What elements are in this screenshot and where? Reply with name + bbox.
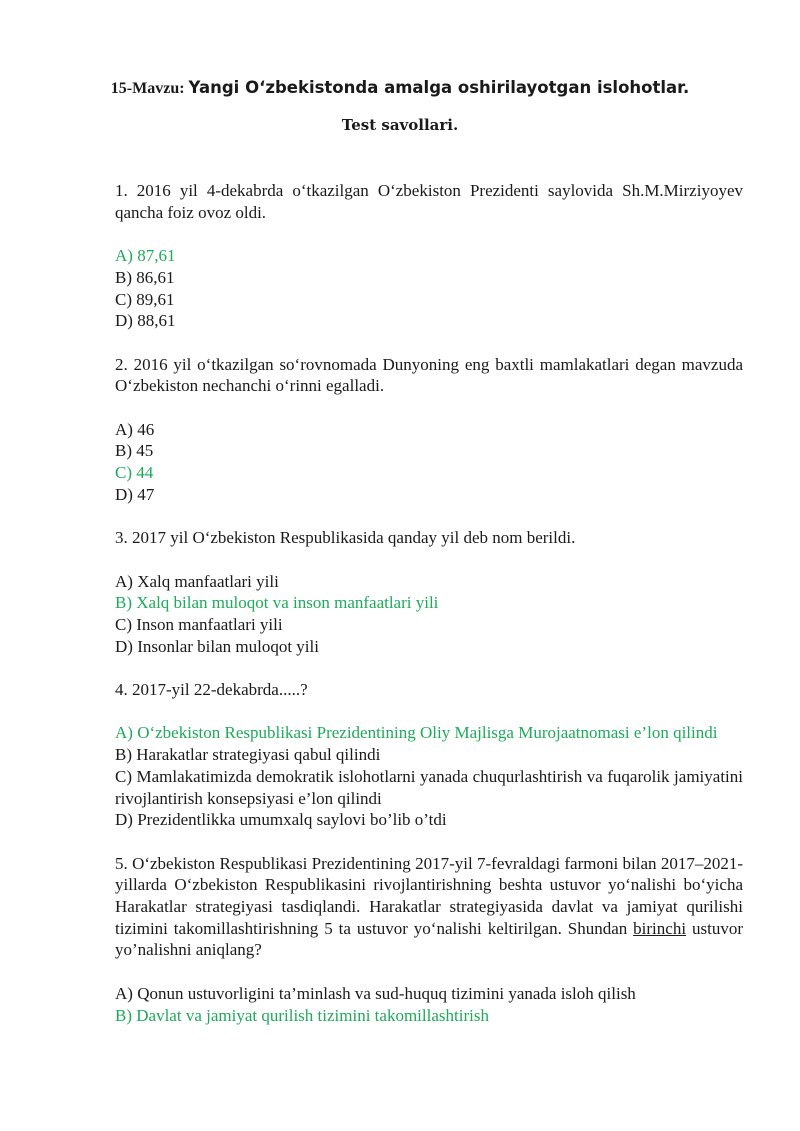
option: C) Inson manfaatlari yili [115,614,283,634]
option: D) Insonlar bilan muloqot yili [115,636,319,656]
question-5-underlined-word: birinchi [633,918,687,938]
question-3: 3. 2017 yil O‘zbekiston Respublikasida qanday yil deb nom berildi. [115,528,576,548]
questions-list [115,180,743,1048]
option: D) Prezidentlikka umumxalq saylovi bo’lib o’tdi [115,810,447,830]
option: D) 88,61 [115,311,176,331]
option-correct: B) Xalq bilan muloqot va inson manfaatlari yili [115,593,439,613]
option-correct: A) 87,61 [115,246,176,266]
page-subtitle: Test savollari. [341,116,459,134]
option: D) 47 [115,484,155,504]
question-4: 4. 2017-yil 22-dekabrda.....? [115,680,308,700]
option-correct: C) 44 [115,463,154,483]
question-5 [115,853,743,962]
question-5-text-end: ustuvor yo’nalishni aniqlang? [115,918,743,960]
option: B) 86,61 [115,267,175,287]
option: C) 89,61 [115,289,175,309]
topic-number: 15-Mavzu: [110,80,185,97]
option: C) Mamlakatimizda demokratik islohotlarni yanada chuqurlashtirish va fuqarolik jamiyatini rivojlantirish konsepsiyasi e’lon qilindi [115,766,743,808]
option-correct: A) O‘zbekiston Respublikasi Prezidentining Oliy Majlisga Murojaatnomasi e’lon qilindi [115,723,718,743]
question-5-options [115,983,743,1026]
question-5-text-start: 5. O‘zbekiston Respublikasi Prezidentining 2017-yil 7-fevraldagi farmoni bilan 2017–2021-yillarda O‘zbekiston Respublikasini rivojlantirishning beshta ustuvor yo‘nalishi bo‘yicha Harakatlar strategiyasi tasdiqlandi. Harakatlar strategiyasida davlat va jamiyat qurilishi tizimini takomillashtirishning 5 ta ustuvor yo‘nalishi keltirilgan. Shundan [115,853,743,938]
question-2-options [115,419,743,506]
question-2: 2. 2016 yil o‘tkazilgan so‘rovnomada Dunyoning eng baxtli mamlakatlari degan mavzuda O‘zbekiston nechanchi o‘rinni egalladi. [115,354,743,396]
option-correct: B) Davlat va jamiyat qurilish tizimini takomillashtirish [115,1005,489,1025]
option: A) Qonun ustuvorligini ta’minlash va sud-huquq tizimini yanada isloh qilish [115,983,636,1003]
option: A) 46 [115,419,155,439]
question-4-options [115,722,743,831]
option: A) Xalq manfaatlari yili [115,571,279,591]
question-1-options [115,245,743,332]
option: B) 45 [115,441,154,461]
page-title [0,78,800,98]
option: B) Harakatlar strategiyasi qabul qilindi [115,745,381,765]
topic-title: Yangi O‘zbekistonda amalga oshirilayotgan islohotlar. [188,78,690,97]
question-3-options [115,571,743,658]
question-1: 1. 2016 yil 4-dekabrda o‘tkazilgan O‘zbekiston Prezidenti saylovida Sh.M.Mirziyoyev qancha foiz ovoz oldi. [115,181,743,222]
